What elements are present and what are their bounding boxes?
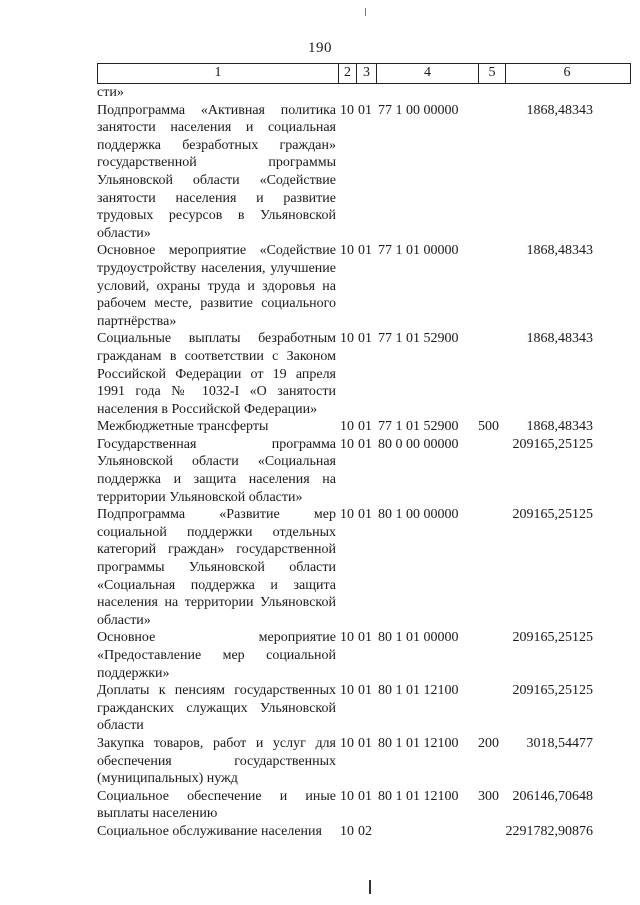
row-rz: 10: [340, 683, 354, 699]
row-sum: 3018,54477: [526, 735, 593, 751]
table-row: [97, 436, 629, 506]
table-row: [97, 102, 629, 243]
row-vr: 200: [478, 735, 499, 751]
row-prz: 01: [358, 102, 372, 118]
header-col-1: 1: [98, 64, 339, 83]
row-rz: 10: [340, 823, 354, 839]
table-row: [97, 506, 629, 629]
table-row: [97, 682, 629, 735]
row-name: Основное мероприятие «Предоставление мер социальной поддержки»: [97, 630, 336, 681]
row-sum: 2291782,90876: [505, 823, 593, 839]
row-sum: 209165,25125: [512, 507, 593, 523]
row-csr: 80 1 01 12100: [378, 735, 459, 751]
row-name: Социальное обслуживание населения: [97, 823, 322, 839]
row-csr: [376, 823, 478, 841]
row-name: Основное мероприятие «Содействие трудоустройству населения, улучшение условий, охраны труда и здоровья на рабочем месте, развитие социального партнёрства»: [97, 243, 336, 329]
row-csr: 80 0 00 00000: [378, 436, 459, 452]
table-row: [97, 735, 629, 788]
row-vr: [478, 84, 505, 102]
row-vr: [478, 102, 505, 243]
row-rz: 10: [340, 436, 354, 452]
row-prz: 01: [358, 630, 372, 646]
table-row: [97, 418, 629, 436]
row-sum: 209165,25125: [512, 436, 593, 452]
row-sum: [505, 84, 627, 102]
header-col-6: 6: [563, 65, 571, 80]
table-body: [97, 84, 629, 841]
row-sum: 1868,48343: [526, 102, 593, 118]
table-row: [97, 330, 629, 418]
row-prz: 01: [358, 683, 372, 699]
row-sum: 1868,48343: [526, 243, 593, 259]
row-rz: 10: [340, 419, 354, 435]
row-csr: 80 1 01 00000: [378, 630, 459, 646]
row-prz: 01: [358, 436, 372, 452]
row-rz: 10: [340, 102, 354, 118]
row-rz: 10: [340, 735, 354, 751]
row-vr: 300: [478, 788, 499, 804]
row-sum: 1868,48343: [526, 331, 593, 347]
table-row: [97, 788, 629, 823]
row-vr: 500: [478, 419, 499, 435]
row-name: сти»: [97, 85, 124, 100]
row-prz: 01: [358, 788, 372, 804]
row-vr: [478, 823, 505, 841]
table-row: [97, 629, 629, 682]
table-row: [97, 823, 629, 841]
row-prz: 01: [358, 419, 372, 435]
table-row: [97, 242, 629, 330]
row-rz: 10: [340, 630, 354, 646]
row-csr: 80 1 00 00000: [378, 507, 459, 523]
scan-mark-bottom: [369, 880, 371, 894]
row-vr: [478, 330, 505, 418]
row-rz: 10: [340, 788, 354, 804]
row-csr: 77 1 01 00000: [378, 243, 459, 259]
row-vr: [478, 506, 505, 629]
row-rz: 10: [340, 243, 354, 259]
row-name: Доплаты к пенсиям государственных гражданских служащих Ульяновской области: [97, 683, 336, 734]
row-csr: [376, 84, 478, 102]
table-row: [97, 84, 629, 102]
header-col-4: 4: [377, 64, 479, 83]
row-name: Социальные выплаты безработным гражданам в соответствии с Законом Российской Федерации от 19 апреля 1991 года № 1032-I «О занятости населения в Российской Федерации»: [97, 331, 336, 417]
row-csr: 77 1 01 52900: [378, 419, 459, 435]
row-sum: 209165,25125: [512, 683, 593, 699]
row-csr: 80 1 01 12100: [378, 788, 459, 804]
row-name: Государственная программа Ульяновской области «Социальная поддержка и защита населения на территории Ульяновской области»: [97, 436, 336, 505]
row-vr: [478, 682, 505, 735]
header-col-5: 5: [479, 64, 506, 83]
row-vr: [478, 629, 505, 682]
row-rz: 10: [340, 331, 354, 347]
row-sum: 206146,70648: [512, 788, 593, 804]
page-number: 190: [308, 40, 332, 56]
row-rz: [338, 84, 356, 102]
row-name: Социальное обеспечение и иные выплаты населению: [97, 788, 336, 822]
header-col-3: 3: [357, 64, 377, 83]
row-name: Закупка товаров, работ и услуг для обеспечения государственных (муниципальных) нужд: [97, 735, 336, 787]
row-prz: 01: [358, 331, 372, 347]
row-name: Подпрограмма «Активная политика занятости населения и социальная поддержка безработных граждан» государственной программы Ульяновской области «Содействие занятости населения и развитие трудовых ресурсов в Ульяновской области»: [97, 102, 336, 241]
scan-mark-top: [365, 8, 366, 16]
row-vr: [478, 436, 505, 506]
row-csr: 77 1 01 52900: [378, 331, 459, 347]
row-name: Подпрограмма «Развитие мер социальной поддержки отдельных категорий граждан» государственной программы Ульяновской области «Социальная поддержка и защита населения на территории Ульяновской области»: [97, 507, 336, 628]
row-prz: 02: [358, 823, 372, 839]
row-csr: 80 1 01 12100: [378, 683, 459, 699]
row-rz: 10: [340, 507, 354, 523]
table-header: [97, 63, 631, 84]
row-prz: 01: [358, 507, 372, 523]
row-csr: 77 1 00 00000: [378, 102, 459, 118]
header-col-2: 2: [339, 64, 357, 83]
row-prz: 01: [358, 735, 372, 751]
row-sum: 1868,48343: [526, 419, 593, 435]
row-name: Межбюджетные трансферты: [97, 419, 269, 435]
row-vr: [478, 242, 505, 330]
row-prz: [356, 84, 376, 102]
row-prz: 01: [358, 243, 372, 259]
row-sum: 209165,25125: [512, 630, 593, 646]
